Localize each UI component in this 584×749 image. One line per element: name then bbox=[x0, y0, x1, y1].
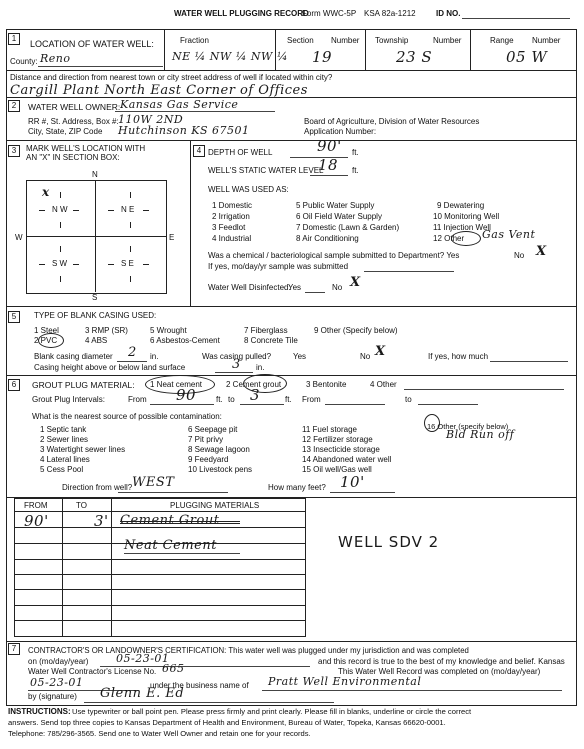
address-label: RR #, St. Address, Box #: bbox=[28, 117, 119, 126]
intervals-from-2: From bbox=[302, 395, 321, 404]
section-value: 19 bbox=[312, 48, 333, 66]
use-10: 10 Monitoring Well bbox=[433, 212, 500, 221]
use-8: 8 Air Conditioning bbox=[296, 234, 359, 243]
use-7: 7 Domestic (Lawn & Garden) bbox=[296, 223, 400, 232]
instructions-lead: INSTRUCTIONS: bbox=[8, 707, 71, 716]
compass-n: N bbox=[92, 170, 98, 179]
source-1: 1 Septic tank bbox=[40, 425, 87, 434]
compass-w: W bbox=[15, 233, 23, 242]
completed-date-value: 05-23-01 bbox=[30, 676, 84, 689]
form-number: Form WWC-5P bbox=[302, 9, 357, 18]
range-number-label: Number bbox=[532, 36, 561, 45]
signature-label: by (signature) bbox=[28, 692, 77, 701]
intervals-ft-2: ft. bbox=[285, 395, 292, 404]
diameter-in: in. bbox=[150, 352, 159, 361]
fraction-value: NE ¼ NW ¼ NW ¼ bbox=[172, 50, 288, 63]
chem-no-label: No bbox=[514, 251, 525, 260]
range-label: Range bbox=[490, 36, 514, 45]
use-3: 3 Feedlot bbox=[212, 223, 246, 232]
diameter-value: 2 bbox=[128, 345, 137, 360]
disinfected-no-mark: X bbox=[350, 275, 361, 290]
business-value: Pratt Well Environmental bbox=[268, 675, 422, 688]
well-note: WELL SDV 2 bbox=[338, 533, 440, 551]
true-record-label: and this record is true to the best of my knowledge and belief. Kansas bbox=[318, 657, 565, 666]
static-level-ft: ft. bbox=[352, 166, 359, 175]
range-value: 05 W bbox=[506, 48, 548, 66]
on-date-label: on (mo/day/year) bbox=[28, 657, 89, 666]
license-label: Water Well Contractor's License No. bbox=[28, 667, 157, 676]
source-16: 16 Other (specify below) bbox=[427, 422, 509, 431]
signature-value: Glenn E. Ed bbox=[100, 686, 185, 701]
quadrant-se: S E bbox=[121, 259, 134, 268]
well-location-mark: x bbox=[42, 185, 50, 199]
source-3: 3 Watertight sewer lines bbox=[40, 445, 126, 454]
source-other-value: Bld Run off bbox=[446, 428, 515, 441]
casing-8: 8 Concrete Tile bbox=[244, 336, 298, 345]
source-11: 11 Fuel storage bbox=[302, 425, 357, 434]
chem-no-mark: X bbox=[536, 244, 547, 259]
completed-label: This Water Well Record was completed on (mo/day/year) bbox=[338, 667, 541, 676]
casing-9: 9 Other (Specify below) bbox=[314, 326, 398, 335]
use-other-value: Gas Vent bbox=[482, 228, 536, 241]
direction-label: Direction from well? bbox=[62, 483, 133, 492]
table-to-header: TO bbox=[76, 501, 87, 510]
instructions-line-3: Telephone: 785/296-3565. Send one to Water Well Owner and retain one for your records. bbox=[8, 729, 311, 738]
casing-label: TYPE OF BLANK CASING USED: bbox=[34, 311, 157, 320]
sample-date-label: If yes, mo/day/yr sample was submitted bbox=[208, 262, 349, 271]
casing-height-value: 3 bbox=[232, 357, 241, 372]
intervals-label: Grout Plug Intervals: bbox=[32, 395, 105, 404]
use-4: 4 Industrial bbox=[212, 234, 252, 243]
source-4: 4 Lateral lines bbox=[40, 455, 90, 464]
casing-pulled-label: Was casing pulled? bbox=[202, 352, 272, 361]
pulled-yes-label: Yes bbox=[293, 352, 307, 361]
direction-value: WEST bbox=[132, 475, 175, 490]
section-6-number: 6 bbox=[8, 379, 20, 391]
contamination-label: What is the nearest source of possible contamination: bbox=[32, 412, 222, 421]
license-value: 665 bbox=[162, 662, 185, 675]
compass-s: S bbox=[92, 293, 98, 302]
source-15: 15 Oil well/Gas well bbox=[302, 465, 372, 474]
static-level-value: 18 bbox=[318, 156, 339, 174]
compass-e: E bbox=[169, 233, 175, 242]
section-1-number: 1 bbox=[8, 33, 20, 45]
casing-2: 2 PVC bbox=[34, 336, 58, 345]
mark-label-2: AN "X" IN SECTION BOX: bbox=[26, 153, 120, 162]
intervals-from-value: 90 bbox=[176, 386, 197, 404]
depth-value: 90' bbox=[317, 137, 342, 155]
table-to-value: 3' bbox=[94, 512, 109, 530]
use-other-circle bbox=[451, 231, 481, 246]
use-5: 5 Public Water Supply bbox=[296, 201, 375, 210]
use-11: 11 Injection Well bbox=[433, 223, 491, 232]
source-7: 7 Pit privy bbox=[188, 435, 224, 444]
id-label: ID NO. bbox=[436, 9, 461, 18]
pulled-no-mark: X bbox=[375, 344, 386, 359]
diameter-label: Blank casing diameter bbox=[34, 352, 113, 361]
fraction-label: Fraction bbox=[180, 36, 209, 45]
pulled-no-label: No bbox=[360, 352, 371, 361]
use-2: 2 Irrigation bbox=[212, 212, 250, 221]
source-8: 8 Sewage lagoon bbox=[188, 445, 250, 454]
source-9: 9 Feedyard bbox=[188, 455, 229, 464]
quadrant-nw: N W bbox=[52, 205, 68, 214]
intervals-to-value: 3 bbox=[250, 386, 261, 404]
section-3-number: 3 bbox=[8, 145, 20, 157]
use-6: 6 Oil Field Water Supply bbox=[296, 212, 382, 221]
business-label: under the business name of bbox=[150, 681, 249, 690]
distance-label: Distance and direction from nearest town or city street address of well if located within city? bbox=[10, 73, 333, 82]
ksa-reference: KSA 82a-1212 bbox=[364, 9, 416, 18]
casing-height-in: in. bbox=[256, 363, 265, 372]
intervals-to-1: to bbox=[228, 395, 235, 404]
use-1: 1 Domestic bbox=[212, 201, 253, 210]
quadrant-sw: S W bbox=[52, 259, 68, 268]
grout-3: 3 Bentonite bbox=[306, 380, 347, 389]
table-struck-material: Cement Grout bbox=[120, 513, 220, 528]
casing-1: 1 Steel bbox=[34, 326, 59, 335]
section-number-label: Number bbox=[331, 36, 360, 45]
depth-label: DEPTH OF WELL bbox=[208, 148, 273, 157]
grout-2: 2 Cement grout bbox=[226, 380, 282, 389]
use-12: 12 Other bbox=[433, 234, 465, 243]
instructions-line-2: answers. Send top three copies to Kansas Department of Health and Environment, Bureau of Water, Topeka, Kansas 66620-0001. bbox=[8, 718, 446, 727]
city-label: City, State, ZIP Code bbox=[28, 127, 103, 136]
owner-label: WATER WELL OWNER: bbox=[28, 102, 121, 112]
certification-label: CONTRACTOR'S OR LANDOWNER'S CERTIFICATION: This water well was plugged under my jurisdiction and was completed bbox=[28, 646, 469, 655]
use-9: 9 Dewatering bbox=[437, 201, 485, 210]
city-value: Hutchinson KS 67501 bbox=[118, 124, 250, 137]
township-value: 23 S bbox=[396, 48, 433, 66]
township-label: Township bbox=[375, 36, 409, 45]
depth-ft: ft. bbox=[352, 148, 359, 157]
static-level-label: WELL'S STATIC WATER LEVEL bbox=[208, 166, 324, 175]
casing-4: 4 ABS bbox=[85, 336, 108, 345]
feet-label: How many feet? bbox=[268, 483, 326, 492]
board-label: Board of Agriculture, Division of Water Resources bbox=[304, 117, 480, 126]
casing-height-label: Casing height above or below land surface bbox=[34, 363, 186, 372]
table-from-header: FROM bbox=[24, 501, 48, 510]
township-number-label: Number bbox=[433, 36, 462, 45]
table-from-value: 90' bbox=[24, 512, 49, 530]
source-12: 12 Fertilizer storage bbox=[302, 435, 373, 444]
table-material-value: Neat Cement bbox=[124, 538, 217, 553]
application-label: Application Number: bbox=[304, 127, 377, 136]
intervals-to-2: to bbox=[405, 395, 412, 404]
grout-4: 4 Other bbox=[370, 380, 397, 389]
owner-value: Kansas Gas Service bbox=[120, 98, 239, 111]
section-5-number: 5 bbox=[8, 311, 20, 323]
source-6: 6 Seepage pit bbox=[188, 425, 238, 434]
quadrant-ne: N E bbox=[121, 205, 135, 214]
table-materials-header: PLUGGING MATERIALS bbox=[170, 501, 260, 510]
how-much-label: If yes, how much bbox=[428, 352, 489, 361]
intervals-ft-1: ft. bbox=[216, 395, 223, 404]
section-2-number: 2 bbox=[8, 100, 20, 112]
casing-3: 3 RMP (SR) bbox=[85, 326, 128, 335]
disinfected-yes-label: Yes bbox=[288, 283, 302, 292]
casing-5: 5 Wrought bbox=[150, 326, 187, 335]
casing-pvc-circle bbox=[38, 333, 64, 348]
source-16-circle bbox=[424, 414, 440, 432]
county-value: Reno bbox=[40, 52, 71, 65]
intervals-from-1: From bbox=[128, 395, 147, 404]
plugged-date-value: 05-23-01 bbox=[116, 652, 170, 665]
distance-value: Cargill Plant North East Corner of Offices bbox=[10, 83, 308, 98]
address-value: 110W 2ND bbox=[118, 113, 184, 126]
section-4-number: 4 bbox=[193, 145, 205, 157]
grout-label: GROUT PLUG MATERIAL: bbox=[32, 380, 135, 390]
instructions-line-1: Use typewriter or ball point pen. Please press firmly and print clearly. Please fill in blanks, underline or circle the correct bbox=[72, 707, 472, 716]
county-label: County: bbox=[10, 57, 38, 66]
mark-label-1: MARK WELL'S LOCATION WITH bbox=[26, 144, 146, 153]
disinfected-label: Water Well Disinfected: bbox=[208, 283, 291, 292]
feet-value: 10' bbox=[340, 473, 365, 491]
source-5: 5 Cess Pool bbox=[40, 465, 84, 474]
section-7-number: 7 bbox=[8, 643, 20, 655]
source-10: 10 Livestock pens bbox=[188, 465, 253, 474]
grout-1: 1 Neat cement bbox=[150, 380, 203, 389]
chem-sample-label: Was a chemical / bacteriological sample submitted to Department? Yes bbox=[208, 251, 460, 260]
location-label: LOCATION OF WATER WELL: bbox=[30, 39, 154, 49]
source-14: 14 Abandoned water well bbox=[302, 455, 392, 464]
section-label: Section bbox=[287, 36, 314, 45]
form-title: WATER WELL PLUGGING RECORD bbox=[174, 9, 309, 18]
source-2: 2 Sewer lines bbox=[40, 435, 89, 444]
source-13: 13 Insecticide storage bbox=[302, 445, 380, 454]
casing-7: 7 Fiberglass bbox=[244, 326, 288, 335]
disinfected-no-label: No bbox=[332, 283, 343, 292]
casing-6: 6 Asbestos-Cement bbox=[150, 336, 220, 345]
used-as-label: WELL WAS USED AS: bbox=[208, 185, 289, 194]
